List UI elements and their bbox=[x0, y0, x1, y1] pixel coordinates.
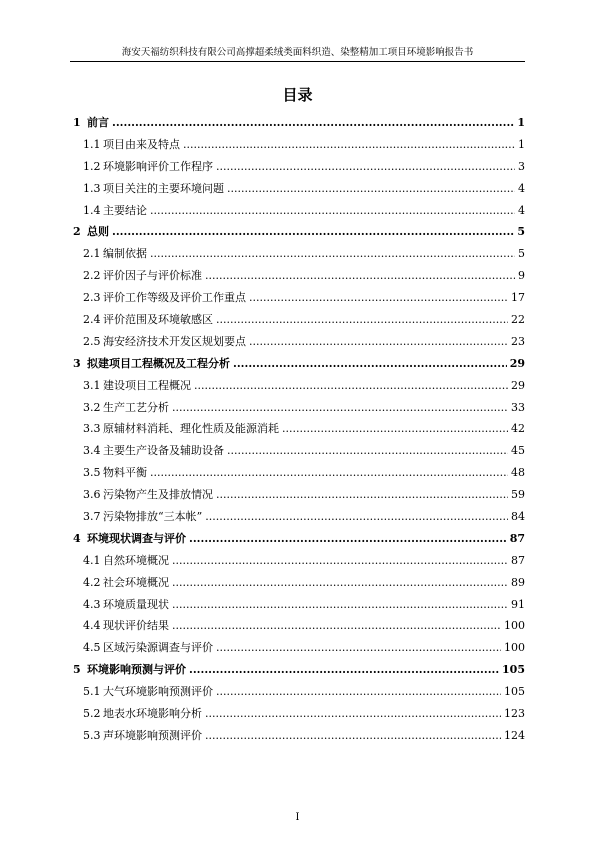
toc-entry-title bbox=[83, 550, 169, 572]
toc-entry-number: 4.4 bbox=[83, 619, 101, 633]
toc-entry-page: 59 bbox=[511, 488, 525, 502]
toc-entry-title bbox=[83, 681, 213, 703]
toc-entry-label: 拟建项目工程概况及工程分析 bbox=[87, 356, 230, 370]
toc-leader-dots bbox=[249, 331, 508, 353]
toc-section-entry[interactable] bbox=[73, 309, 525, 331]
toc-entry-page: 42 bbox=[511, 422, 525, 436]
toc-entry-title bbox=[83, 331, 246, 353]
toc-leader-dots bbox=[227, 178, 515, 200]
toc-leader-dots bbox=[205, 265, 515, 287]
toc-entry-title bbox=[83, 506, 202, 528]
toc-section-entry[interactable] bbox=[73, 462, 525, 484]
toc-entry-page: 1 bbox=[517, 116, 525, 129]
toc-entry-number: 4.1 bbox=[83, 553, 101, 567]
toc-entry-title bbox=[83, 418, 279, 440]
toc-entry-title bbox=[83, 200, 147, 222]
toc-entry-number: 2.3 bbox=[83, 291, 101, 305]
toc-entry-page: 5 bbox=[518, 247, 525, 261]
toc-chapter-entry[interactable] bbox=[73, 112, 525, 134]
toc-entry-title bbox=[83, 309, 213, 331]
toc-entry-number: 4.3 bbox=[83, 597, 101, 611]
toc-entry-title bbox=[73, 528, 186, 550]
toc-entry-title bbox=[83, 287, 246, 309]
toc-entry-number: 1 bbox=[73, 116, 81, 129]
toc-entry-page: 91 bbox=[511, 597, 525, 611]
toc-entry-page: 123 bbox=[504, 707, 525, 721]
toc-entry-number: 1.2 bbox=[83, 159, 101, 173]
toc-section-entry[interactable] bbox=[73, 615, 525, 637]
toc-chapter-entry[interactable] bbox=[73, 659, 525, 681]
toc-entry-title bbox=[83, 462, 147, 484]
toc-entry-number: 4 bbox=[73, 531, 81, 545]
toc-entry-number: 1.4 bbox=[83, 203, 101, 217]
toc-leader-dots bbox=[150, 200, 515, 222]
toc-leader-dots bbox=[189, 528, 507, 550]
toc-section-entry[interactable] bbox=[73, 572, 525, 594]
toc-entry-page: 29 bbox=[509, 356, 525, 370]
toc-section-entry[interactable] bbox=[73, 331, 525, 353]
toc-section-entry[interactable] bbox=[73, 637, 525, 659]
toc-section-entry[interactable] bbox=[73, 265, 525, 287]
toc-entry-title bbox=[83, 397, 169, 419]
toc-entry-title bbox=[73, 659, 186, 681]
toc-entry-title bbox=[83, 572, 169, 594]
toc-section-entry[interactable] bbox=[73, 178, 525, 200]
toc-leader-dots bbox=[233, 353, 507, 375]
toc-entry-page: 89 bbox=[511, 575, 525, 589]
toc-entry-title bbox=[83, 725, 202, 747]
page-number: I bbox=[295, 812, 300, 823]
toc-entry-page: 9 bbox=[518, 269, 525, 283]
toc-entry-label: 自然环境概况 bbox=[103, 553, 169, 567]
toc-entry-number: 4.2 bbox=[83, 575, 101, 589]
toc-entry-title bbox=[83, 243, 147, 265]
toc-entry-title bbox=[83, 375, 191, 397]
toc-leader-dots bbox=[112, 112, 514, 134]
toc-entry-page: 100 bbox=[504, 641, 525, 655]
toc-entry-label: 前言 bbox=[87, 116, 109, 129]
toc-entry-title bbox=[83, 134, 180, 156]
toc-leader-dots bbox=[227, 440, 508, 462]
toc-entry-page: 45 bbox=[511, 444, 525, 458]
toc-entry-label: 地表水环境影响分析 bbox=[103, 707, 202, 721]
toc-entry-page: 124 bbox=[504, 728, 525, 742]
toc-entry-page: 87 bbox=[509, 531, 525, 545]
toc-leader-dots bbox=[183, 134, 515, 156]
toc-entry-number: 3.6 bbox=[83, 488, 101, 502]
toc-section-entry[interactable] bbox=[73, 484, 525, 506]
toc-entry-number: 3 bbox=[73, 356, 81, 370]
toc-chapter-entry[interactable] bbox=[73, 353, 525, 375]
toc-entry-label: 物料平衡 bbox=[103, 466, 147, 480]
toc-leader-dots bbox=[150, 243, 515, 265]
toc-leader-dots bbox=[216, 309, 508, 331]
toc-entry-label: 环境影响预测与评价 bbox=[87, 663, 186, 677]
toc-entry-title bbox=[83, 637, 213, 659]
toc-entry-number: 2.2 bbox=[83, 269, 101, 283]
toc-entry-page: 5 bbox=[517, 225, 525, 239]
toc-entry-label: 评价工作等级及评价工作重点 bbox=[103, 291, 246, 305]
toc-section-entry[interactable] bbox=[73, 134, 525, 156]
toc-entry-number: 2.1 bbox=[83, 247, 101, 261]
toc-leader-dots bbox=[216, 484, 508, 506]
toc-entry-number: 2 bbox=[73, 225, 81, 239]
toc-entry-title bbox=[83, 178, 224, 200]
toc-entry-page: 48 bbox=[511, 466, 525, 480]
toc-entry-label: 总则 bbox=[87, 225, 109, 239]
toc-leader-dots bbox=[205, 703, 501, 725]
toc-entry-page: 3 bbox=[518, 159, 525, 173]
toc-entry-label: 评价范围及环境敏感区 bbox=[103, 313, 213, 327]
toc-entry-page: 23 bbox=[511, 334, 525, 348]
toc-entry-number: 5.3 bbox=[83, 728, 101, 742]
toc-section-entry[interactable] bbox=[73, 375, 525, 397]
toc-entry-label: 环境影响评价工作程序 bbox=[103, 159, 213, 173]
toc-entry-page: 100 bbox=[504, 619, 525, 633]
toc-entry-number: 3.7 bbox=[83, 510, 101, 524]
toc-entry-label: 声环境影响预测评价 bbox=[103, 728, 202, 742]
toc-leader-dots bbox=[172, 594, 508, 616]
toc-entry-page: 17 bbox=[511, 291, 525, 305]
toc-entry-label: 社会环境概况 bbox=[103, 575, 169, 589]
toc-entry-label: 环境现状调查与评价 bbox=[87, 531, 186, 545]
toc-entry-title bbox=[83, 615, 169, 637]
toc-entry-label: 原辅材料消耗、理化性质及能源消耗 bbox=[103, 422, 279, 436]
toc-section-entry[interactable] bbox=[73, 156, 525, 178]
toc-entry-title bbox=[83, 594, 169, 616]
toc-section-entry[interactable] bbox=[73, 506, 525, 528]
toc-entry-page: 84 bbox=[511, 510, 525, 524]
toc-entry-title bbox=[73, 353, 230, 375]
toc-entry-page: 29 bbox=[511, 378, 525, 392]
toc-entry-number: 1.3 bbox=[83, 181, 101, 195]
toc-entry-number: 3.3 bbox=[83, 422, 101, 436]
toc-entry-page: 1 bbox=[518, 137, 525, 151]
toc-leader-dots bbox=[112, 221, 514, 243]
toc-leader-dots bbox=[194, 375, 508, 397]
toc-entry-number: 2.5 bbox=[83, 334, 101, 348]
toc-entry-label: 主要生产设备及辅助设备 bbox=[103, 444, 224, 458]
toc-entry-label: 大气环境影响预测评价 bbox=[103, 685, 213, 699]
toc-entry-page: 22 bbox=[511, 313, 525, 327]
toc-entry-page: 4 bbox=[518, 203, 525, 217]
page-title: 目录 bbox=[282, 86, 313, 104]
toc-entry-label: 主要结论 bbox=[103, 203, 147, 217]
running-header: 海安天福纺织科技有限公司高撑超柔绒类面料织造、染整精加工项目环境影响报告书 bbox=[70, 44, 525, 62]
toc-chapter-entry[interactable] bbox=[73, 528, 525, 550]
toc-section-entry[interactable] bbox=[73, 725, 525, 747]
toc-leader-dots bbox=[150, 462, 508, 484]
toc-leader-dots bbox=[216, 156, 515, 178]
toc-entry-number: 5.2 bbox=[83, 707, 101, 721]
toc-section-entry[interactable] bbox=[73, 703, 525, 725]
toc-entry-label: 环境质量现状 bbox=[103, 597, 169, 611]
toc-section-entry[interactable] bbox=[73, 397, 525, 419]
toc-entry-title bbox=[73, 221, 109, 243]
toc-leader-dots bbox=[172, 550, 508, 572]
table-of-contents bbox=[73, 112, 525, 747]
toc-entry-number: 5 bbox=[73, 663, 81, 677]
toc-leader-dots bbox=[282, 418, 508, 440]
toc-entry-title bbox=[83, 156, 213, 178]
toc-entry-title bbox=[83, 265, 202, 287]
toc-section-entry[interactable] bbox=[73, 550, 525, 572]
toc-entry-label: 编制依据 bbox=[103, 247, 147, 261]
toc-entry-title bbox=[73, 112, 109, 134]
toc-entry-label: 评价因子与评价标准 bbox=[103, 269, 202, 283]
toc-entry-label: 海安经济技术开发区规划要点 bbox=[103, 334, 246, 348]
toc-leader-dots bbox=[172, 615, 501, 637]
toc-entry-number: 1.1 bbox=[83, 137, 101, 151]
toc-entry-label: 区域污染源调查与评价 bbox=[103, 641, 213, 655]
toc-entry-label: 污染物产生及排放情况 bbox=[103, 488, 213, 502]
toc-entry-page: 105 bbox=[502, 663, 525, 677]
toc-leader-dots bbox=[205, 725, 501, 747]
toc-section-entry[interactable] bbox=[73, 440, 525, 462]
toc-leader-dots bbox=[189, 659, 499, 681]
toc-leader-dots bbox=[205, 506, 508, 528]
toc-entry-label: 现状评价结果 bbox=[103, 619, 169, 633]
toc-entry-page: 33 bbox=[511, 400, 525, 414]
toc-chapter-entry[interactable] bbox=[73, 221, 525, 243]
toc-entry-label: 生产工艺分析 bbox=[103, 400, 169, 414]
toc-section-entry[interactable] bbox=[73, 418, 525, 440]
toc-entry-label: 项目关注的主要环境问题 bbox=[103, 181, 224, 195]
toc-entry-number: 3.5 bbox=[83, 466, 101, 480]
toc-entry-page: 4 bbox=[518, 181, 525, 195]
toc-entry-number: 3.1 bbox=[83, 378, 101, 392]
toc-section-entry[interactable] bbox=[73, 681, 525, 703]
toc-entry-number: 5.1 bbox=[83, 685, 101, 699]
toc-entry-page: 105 bbox=[504, 685, 525, 699]
toc-entry-label: 建设项目工程概况 bbox=[103, 378, 191, 392]
toc-section-entry[interactable] bbox=[73, 594, 525, 616]
toc-entry-label: 项目由来及特点 bbox=[103, 137, 180, 151]
toc-entry-title bbox=[83, 484, 213, 506]
toc-entry-title bbox=[83, 440, 224, 462]
toc-leader-dots bbox=[249, 287, 508, 309]
toc-leader-dots bbox=[172, 397, 508, 419]
toc-entry-title bbox=[83, 703, 202, 725]
toc-entry-number: 2.4 bbox=[83, 313, 101, 327]
toc-entry-number: 3.2 bbox=[83, 400, 101, 414]
toc-entry-label: 污染物排放“三本帐” bbox=[103, 510, 203, 524]
toc-leader-dots bbox=[216, 681, 501, 703]
toc-section-entry[interactable] bbox=[73, 287, 525, 309]
toc-section-entry[interactable] bbox=[73, 243, 525, 265]
toc-entry-page: 87 bbox=[511, 553, 525, 567]
toc-entry-number: 3.4 bbox=[83, 444, 101, 458]
toc-leader-dots bbox=[216, 637, 501, 659]
toc-leader-dots bbox=[172, 572, 508, 594]
toc-entry-number: 4.5 bbox=[83, 641, 101, 655]
toc-section-entry[interactable] bbox=[73, 200, 525, 222]
